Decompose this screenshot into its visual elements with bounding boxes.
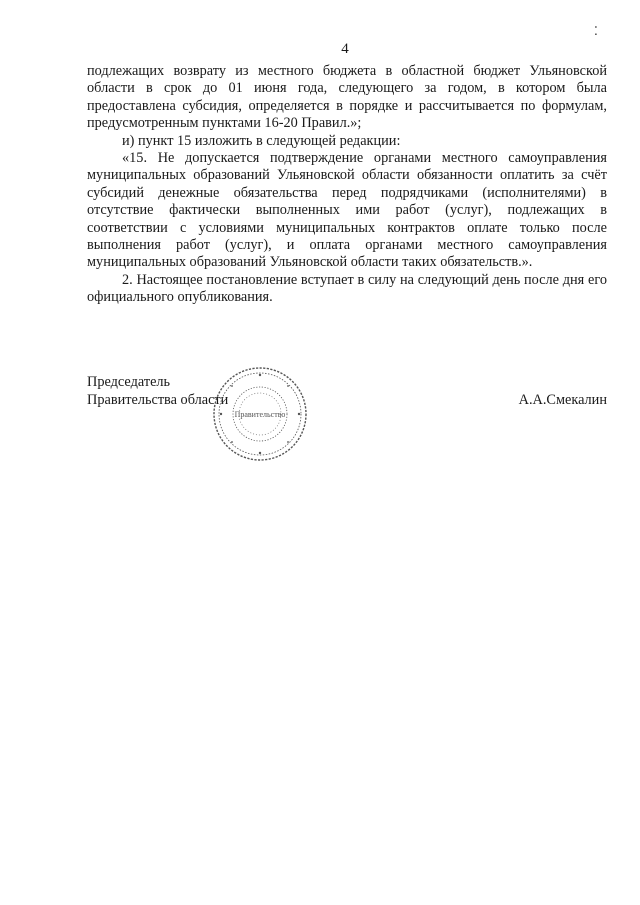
body-text [87,63,607,307]
page-number: 4 [341,41,349,57]
signatory-title-line-1: Председатель [87,374,171,390]
paragraph-return-subsidy: подлежащих возврату из местного бюджета в областной бюджет Ульяновской области в срок до 01 июня года, следующего за годом, в котором была предоставлена субсидия, определяется в порядке и рассчитывается по формулам, предусмотренным пунктами 16-20 Правил.»; [87,63,607,132]
seal-center-text: Правительство [234,410,286,419]
official-seal-icon [212,366,308,462]
paragraph-item-i: и) пункт 15 изложить в следующей редакции: [122,132,401,149]
edge-mark: ⁚ [594,24,598,38]
signatory-name: А.А.Смекалин [518,392,607,408]
paragraph-entry-into-force: 2. Настоящее постановление вступает в силу на следующий день после дня его официального опубликования. [87,271,607,306]
signature-block [87,373,607,433]
signatory-title-line-2: Правительства области [87,392,229,408]
paragraph-clause-15: «15. Не допускается подтверждение органами местного самоуправления муниципальных образований Ульяновской области обязанности оплатить за счёт субсидий денежные обязательства перед подрядчиками (исполнителями) в отсутствие фактически выполненных ими работ (услуг), подлежащих в соответствии с условиями муниципальных контрактов оплате только после выполнения работ (услуг), и оплата органами местного самоуправления муниципальных образований Ульяновской области таких обязательств.». [87,150,607,271]
